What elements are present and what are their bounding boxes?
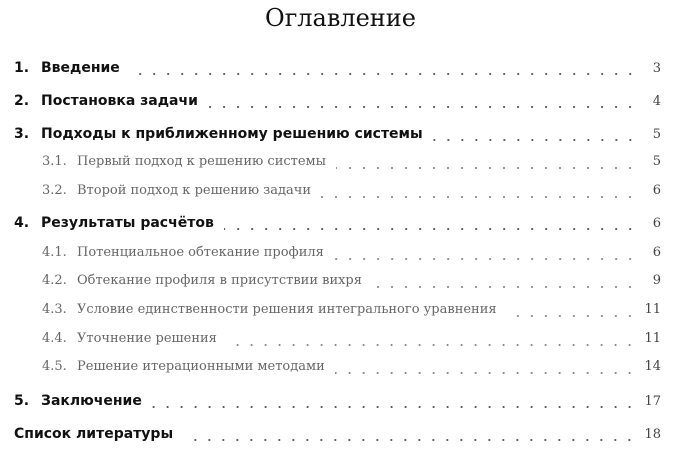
toc-entry-page: 18 [644,427,661,442]
toc-entry-page: 3 [652,61,661,76]
dot-leader [227,344,637,346]
toc-entry-4-5[interactable] [0,359,681,381]
dot-leader [372,286,637,288]
toc-entry-page: 5 [652,127,661,142]
toc-entry-label: Условие единственности решения интегрального уравнения [77,302,497,317]
toc-entry-1[interactable] [0,60,681,82]
toc-entry-page: 4 [652,94,661,109]
toc-entry-number: 1. [14,60,30,76]
toc-entry-page: 6 [652,183,661,198]
toc-entry-label: Первый подход к решению системы [77,154,327,169]
toc-entry-page: 11 [644,302,661,317]
dot-leader [321,196,637,198]
toc-entry-number: 4.4. [42,331,67,346]
toc-entry-3-2[interactable] [0,183,681,205]
dot-leader [183,439,636,441]
toc-entry-number: 2. [14,93,30,109]
toc-entry-number: 4.3. [42,302,67,317]
toc-entry-2[interactable] [0,93,681,115]
dot-leader [224,228,637,230]
dot-leader [335,372,637,374]
dot-leader [507,315,637,317]
toc-entry-4-3[interactable] [0,302,681,324]
toc-entry-number: 3. [14,126,30,142]
toc-entry-3[interactable] [0,126,681,148]
toc-entry-page: 17 [644,394,661,409]
dot-leader [433,139,637,141]
dot-leader [336,167,637,169]
dot-leader [152,406,637,408]
toc-entry-label: Второй подход к решению задачи [77,183,311,198]
toc-entry-page: 6 [652,216,661,231]
toc-entry-number: 3.1. [42,154,67,169]
toc-entry-page: 9 [652,273,661,288]
toc-entry-label: Заключение [41,393,142,409]
toc-entry-5[interactable] [0,393,681,415]
toc-entry-3-1[interactable] [0,154,681,176]
dot-leader [334,258,637,260]
toc-entry-4[interactable] [0,215,681,237]
toc-entry-number: 4. [14,215,30,231]
toc-entry-label: Постановка задачи [41,93,198,109]
toc-entry-number: 4.5. [42,359,67,374]
toc-entry-label: Решение итерационными методами [77,359,325,374]
page-title: Оглавление [265,4,416,32]
toc-entry-4-4[interactable] [0,331,681,353]
toc-entry-label: Подходы к приближенному решению системы [41,126,423,142]
toc-entry-label: Обтекание профиля в присутствии вихря [77,273,362,288]
dot-leader [130,73,637,75]
toc-entry-label: Уточнение решения [77,331,217,346]
toc-entry-number: 5. [14,393,30,409]
toc-entry-page: 11 [644,331,661,346]
toc-entry-4-1[interactable] [0,245,681,267]
toc-entry-4-2[interactable] [0,273,681,295]
toc-entry-number: 4.1. [42,245,67,260]
dot-leader [208,106,637,108]
toc-entry-label: Введение [41,60,120,76]
toc-entry-page: 14 [644,359,661,374]
toc-entry-label: Список литературы [14,426,174,442]
toc-entry-references[interactable] [0,426,681,448]
toc-entry-number: 3.2. [42,183,67,198]
toc-entry-label: Результаты расчётов [41,215,214,231]
toc-entry-page: 6 [652,245,661,260]
toc-entry-page: 5 [652,154,661,169]
toc-entry-number: 4.2. [42,273,67,288]
toc-entry-label: Потенциальное обтекание профиля [77,245,324,260]
